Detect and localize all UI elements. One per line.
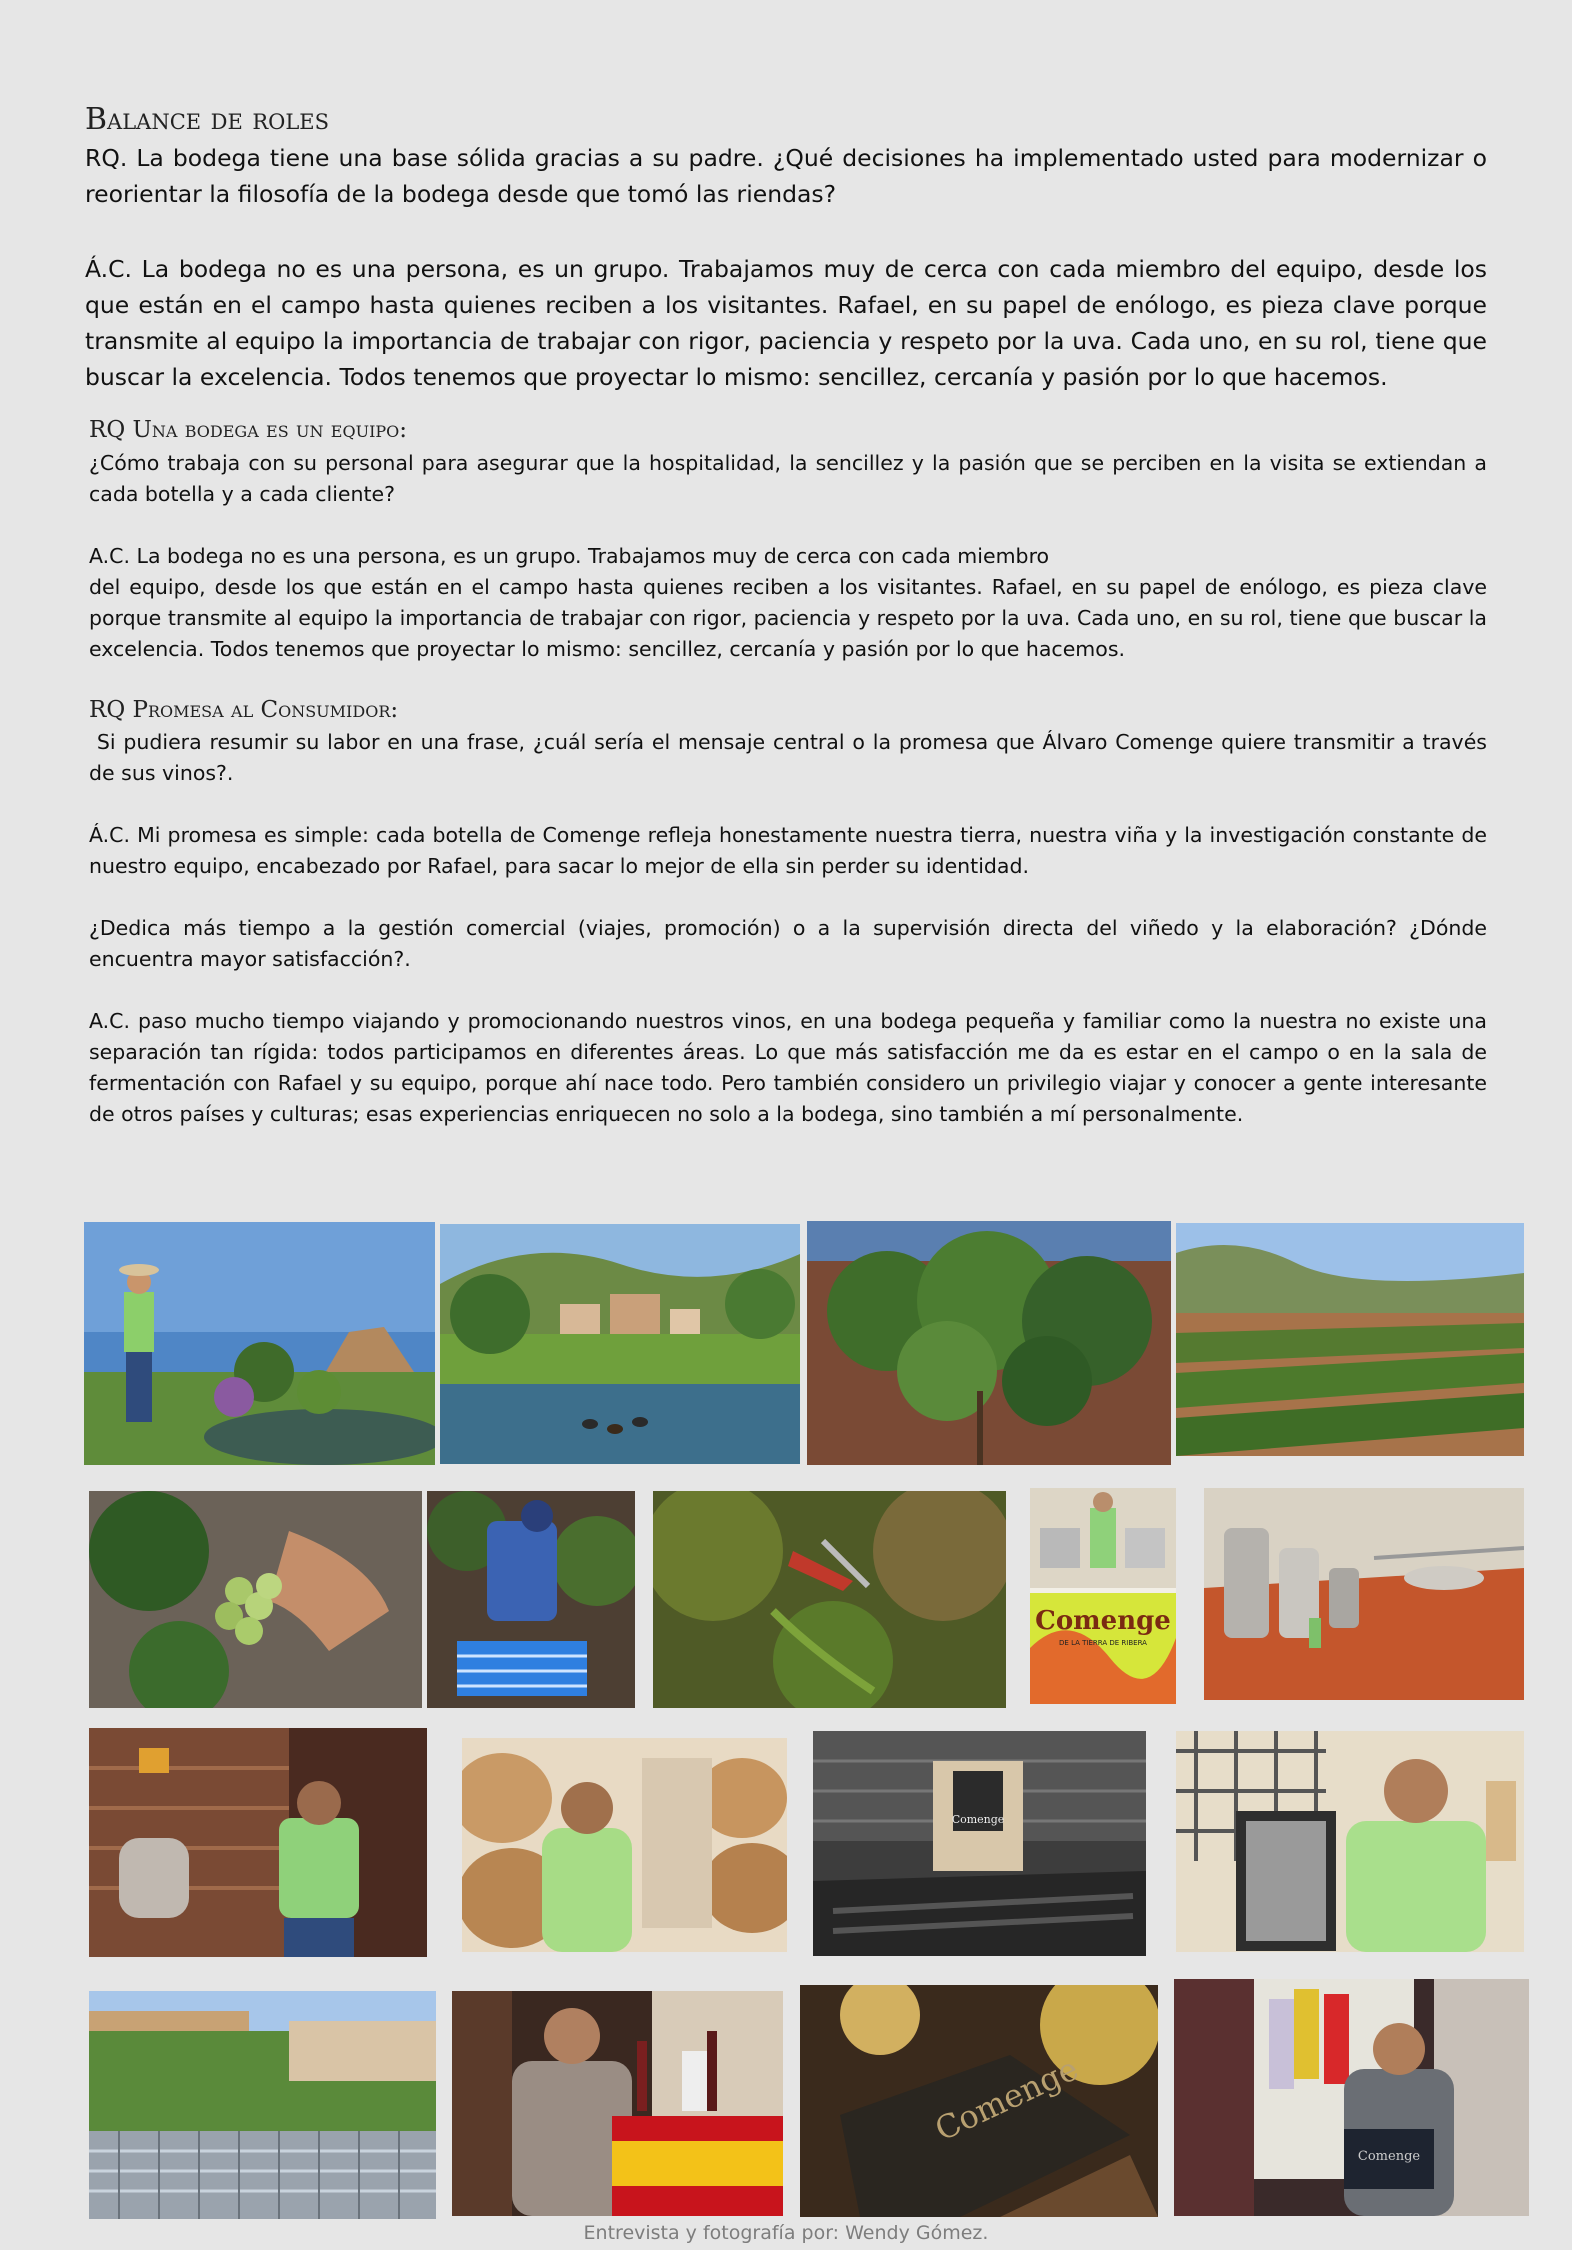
photo-comenge-sign-winery — [1030, 1488, 1176, 1704]
comenge-sign-label: Comenge — [1035, 1606, 1171, 1636]
photo-portrait-with-frame — [1176, 1731, 1524, 1952]
photo-worker-harvest-crate — [427, 1491, 635, 1708]
answer-paragraph-3: Á.C. Mi promesa es simple: cada botella de Comenge refleja honestamente nuestra tierra, nuestra viña y la investigación constante de nuestro equipo, encabezado por Rafael, para sacar lo mejor de ella sin perder su identidad. — [89, 823, 1487, 878]
section-title-balance-roles: Balance de roles — [85, 102, 330, 137]
box-brand-label: Comenge — [951, 1813, 1005, 1826]
photo-barrel-room-portrait — [462, 1738, 787, 1952]
question-paragraph-4: ¿Dedica más tiempo a la gestión comercial (viajes, promoción) o a la supervisión directa del viñedo y la elaboración? ¿Dónde encuentra mayor satisfacción?. — [89, 916, 1487, 971]
photo-credit: Entrevista y fotografía por: Wendy Gómez. — [583, 2222, 989, 2244]
answer-paragraph-2: del equipo, desde los que están en el campo hasta quienes reciben a los visitantes. Rafael, en su papel de enólogo, es pieza clave porque transmite al equipo la importancia de trabajar con rigor, paciencia y respeto por la uva. Cada uno, en su rol, tiene que buscar la excelencia. Todos tenemos que proyectar lo mismo: sencillez, cercanía y pasión por lo que hacemos. — [89, 575, 1487, 661]
photo-winery-building-pallets — [89, 1991, 436, 2219]
comenge-sign-sublabel: DE LA TIERRA DE RIBERA — [1059, 1639, 1147, 1647]
photo-portrait-spanish-flag — [452, 1991, 783, 2216]
box-comenge-script: Comenge — [929, 2049, 1084, 2149]
photo-grape-cluster-hand — [89, 1491, 422, 1708]
photo-village-pond-ducks — [440, 1224, 800, 1464]
section-title-equipo: RQ Una bodega es un equipo: — [89, 417, 408, 443]
question-paragraph-3: Si pudiera resumir su labor en una frase, ¿cuál sería el mensaje central o la promesa que Álvaro Comenge quiere transmitir a través de sus vinos?. — [89, 730, 1494, 785]
photo-bottle-storage — [813, 1731, 1146, 1956]
answer-paragraph-1: Á.C. La bodega no es una persona, es un grupo. Trabajamos muy de cerca con cada miembro del equipo, desde los que están en el campo hasta quienes reciben a los visitantes. Rafael, en su papel de enólogo, es pieza clave porque transmite al equipo la importancia de trabajar con rigor, paciencia y respeto por la uva. Cada uno, en su rol, tiene que buscar la excelencia. Todos tenemos que proyectar lo mismo: sencillez, cercanía y pasión por lo que hacemos. — [85, 255, 1487, 391]
photo-pruning-shears — [653, 1491, 1006, 1708]
question-paragraph-2: ¿Cómo trabaja con su personal para asegurar que la hospitalidad, la sencillez y la pasión que se perciben en la visita se extiendan a cada botella y a cada cliente? — [89, 451, 1487, 506]
photo-portrait-flags-window — [1174, 1979, 1529, 2216]
question-paragraph-1: RQ. La bodega tiene una base sólida gracias a su padre. ¿Qué decisiones ha implementado usted para modernizar o reorientar la filosofía de la bodega desde que tomó las riendas? — [85, 144, 1487, 208]
photo-vine-leaves — [807, 1221, 1171, 1465]
answer-paragraph-4: A.C. paso mucho tiempo viajando y promocionando nuestros vinos, en una bodega pequeña y familiar como la nuestra no existe una separación tan rígida: todos participamos en diferentes áreas. Lo que más satisfacción me da es estar en el campo o en la sala de fermentación con Rafael y su equipo, porque ahí nace todo. Pero también considero un privilegio viajar y conocer a gente interesante de otros países y culturas; esas experiencias enriquecen no solo a la bodega, sino también a mí personalmente. — [89, 1009, 1487, 1126]
photo-tank-valve-worker — [89, 1728, 427, 1957]
photo-fermentation-hall — [1204, 1488, 1524, 1700]
photo-comenge-box-closeup — [800, 1985, 1158, 2217]
section-title-promesa: RQ Promesa al Consumidor: — [89, 697, 399, 723]
answer-paragraph-2-first-line: A.C. La bodega no es una persona, es un grupo. Trabajamos muy de cerca con cada miembro — [89, 544, 1050, 568]
photo-vineyard-rows — [1176, 1223, 1524, 1456]
box-comenge-label: Comenge — [1357, 2149, 1421, 2164]
photo-winemaker-by-pond — [84, 1222, 435, 1465]
